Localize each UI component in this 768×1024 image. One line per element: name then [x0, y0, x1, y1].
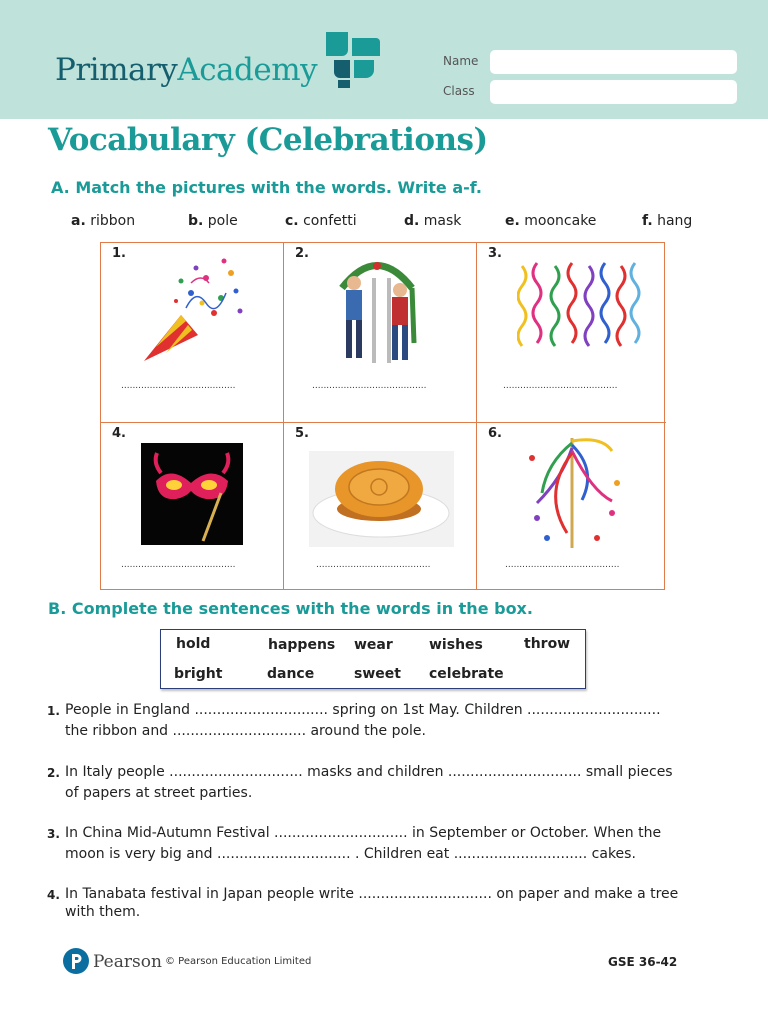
question-4 — [47, 885, 687, 921]
picture-cell-1 — [101, 243, 284, 423]
word-letter: e. — [505, 213, 520, 229]
class-input[interactable] — [490, 80, 737, 104]
cell-number: 5. — [295, 426, 309, 441]
picture-cell-6 — [477, 423, 666, 589]
question-2 — [47, 762, 687, 804]
box-word: celebrate — [429, 666, 504, 682]
cell-number: 1. — [112, 246, 126, 261]
question-text: In Italy people .............................. masks and children .............................. small pieces of papers at street parties. — [65, 764, 673, 801]
name-label: Name — [443, 54, 479, 68]
answer-line: ........................................ — [312, 381, 427, 391]
header-band — [0, 0, 768, 119]
section-a-heading: A. Match the pictures with the words. Write a-f. — [51, 178, 482, 197]
maypole-ribbons-icon — [517, 433, 627, 551]
cell-number: 4. — [112, 426, 126, 441]
word-b — [188, 213, 238, 229]
name-input[interactable] — [490, 50, 737, 74]
word-text: confetti — [303, 213, 357, 229]
word-text: ribbon — [90, 213, 136, 229]
word-f — [642, 213, 692, 229]
picture-cell-3 — [477, 243, 666, 423]
word-letter: c. — [285, 213, 299, 229]
gse-level: GSE 36-42 — [608, 955, 678, 969]
class-label: Class — [443, 84, 475, 98]
logo-primary-text: Primary — [55, 52, 178, 88]
streamers-icon — [517, 261, 642, 356]
box-word: wishes — [429, 637, 483, 653]
box-word: throw — [524, 636, 571, 652]
word-text: hang — [657, 213, 693, 229]
answer-line: ........................................ — [503, 381, 618, 391]
word-c — [285, 213, 357, 229]
word-text: pole — [207, 213, 238, 229]
carnival-mask-icon — [141, 443, 243, 545]
people-hanging-garland-icon — [332, 248, 427, 368]
confetti-popper-icon — [136, 253, 248, 368]
box-word: wear — [354, 637, 393, 653]
word-letter: f. — [642, 213, 653, 229]
logo-leaf-icon — [320, 30, 382, 88]
question-text: In Tanabata festival in Japan people write .............................. on paper and make a tree with them. — [65, 886, 679, 920]
word-letter: d. — [404, 213, 420, 229]
cell-number: 3. — [488, 246, 502, 261]
question-text: In China Mid-Autumn Festival .............................. in September or October. When the moon is very big and .............................. . Children eat .............................. cakes. — [65, 825, 662, 862]
page-title: Vocabulary (Celebrations) — [48, 122, 488, 158]
cell-number: 2. — [295, 246, 309, 261]
answer-line: ........................................ — [121, 381, 236, 391]
cell-number: 6. — [488, 426, 502, 441]
section-b-heading: B. Complete the sentences with the words in the box. — [48, 599, 533, 618]
box-word: bright — [174, 666, 223, 682]
question-number: 2. — [47, 766, 60, 780]
question-3 — [47, 823, 687, 865]
box-word: happens — [268, 637, 336, 653]
copyright-text: © Pearson Education Limited — [165, 956, 312, 967]
picture-cell-4 — [101, 423, 284, 589]
answer-line: ........................................ — [121, 560, 236, 570]
word-box — [160, 629, 586, 689]
answer-line: ........................................ — [505, 560, 620, 570]
word-a — [71, 213, 135, 229]
question-1 — [47, 700, 687, 742]
question-text: People in England .............................. spring on 1st May. Children .............................. the ribbon and .............................. around the pole. — [65, 702, 661, 739]
box-word: hold — [176, 636, 211, 652]
logo-academy-text: Academy — [177, 52, 318, 88]
picture-grid — [100, 242, 665, 590]
word-text: mask — [423, 213, 462, 229]
answer-line: ........................................ — [316, 560, 431, 570]
box-word: sweet — [354, 666, 401, 682]
box-word: dance — [267, 666, 315, 682]
picture-cell-5 — [284, 423, 477, 589]
picture-cell-2 — [284, 243, 477, 423]
word-text: mooncake — [524, 213, 597, 229]
word-letter: a. — [71, 213, 86, 229]
word-letter: b. — [188, 213, 204, 229]
question-number: 4. — [47, 888, 60, 902]
question-number: 1. — [47, 704, 60, 718]
question-number: 3. — [47, 827, 60, 841]
primary-academy-logo — [55, 52, 317, 88]
mooncake-icon — [309, 451, 454, 547]
word-e — [505, 213, 596, 229]
pearson-logo-icon — [63, 948, 89, 974]
pearson-brand: Pearson — [93, 952, 162, 972]
word-d — [404, 213, 461, 229]
